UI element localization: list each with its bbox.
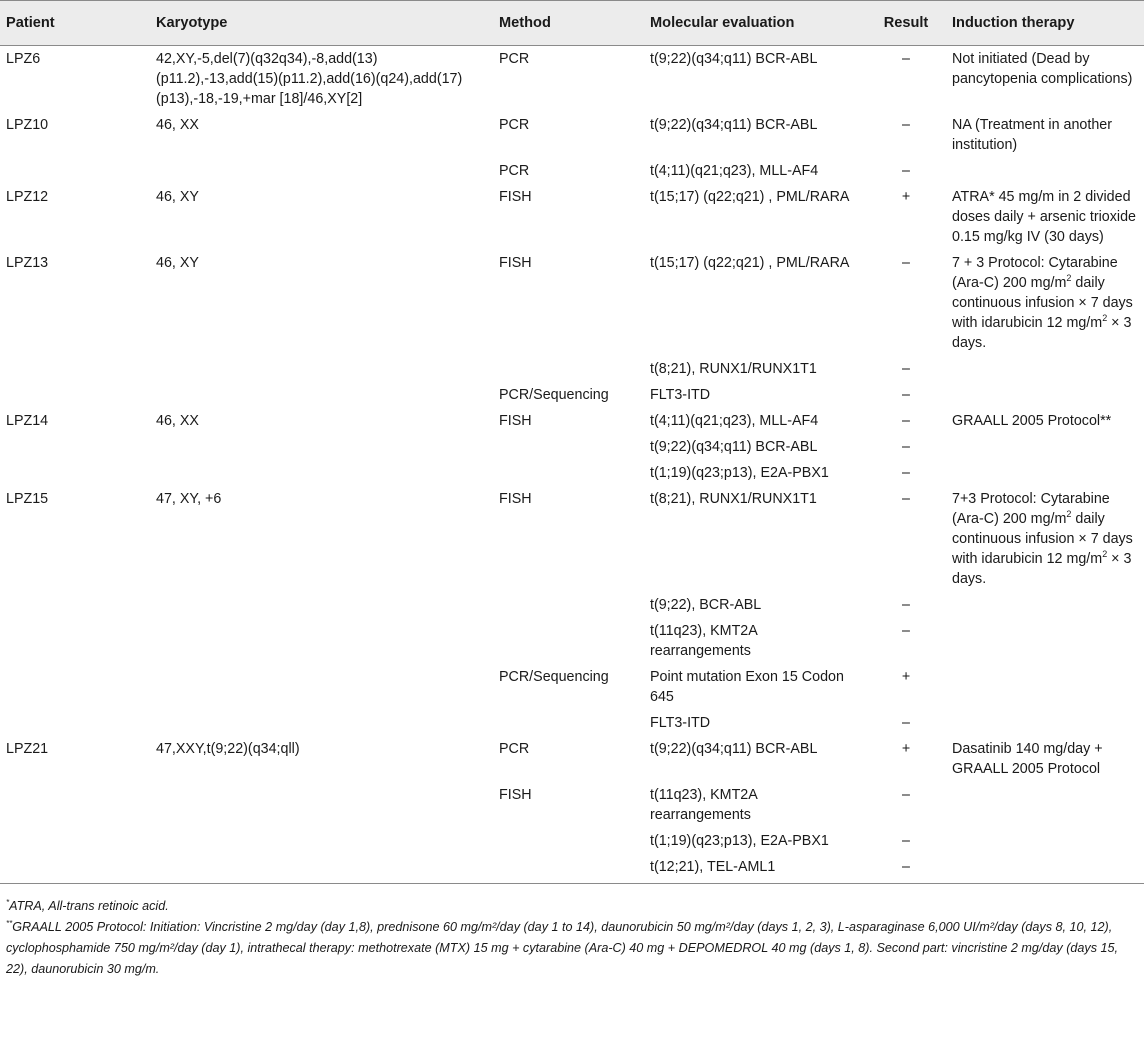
cell-karyotype bbox=[150, 710, 493, 736]
cell-induction-therapy bbox=[946, 250, 1144, 356]
cell-method: FISH bbox=[499, 189, 532, 205]
cell-result: – bbox=[902, 465, 910, 481]
text-part: daily continuous infusion × 7 days with idarubicin 12 mg/m bbox=[952, 511, 1133, 567]
text-part: daily continuous infusion × 7 days with idarubicin 12 mg/m bbox=[952, 275, 1133, 331]
cell-molecular-evaluation: t(9;22)(q34;q11) BCR-ABL bbox=[650, 117, 818, 133]
cell-molecular-evaluation: t(15;17) (q22;q21) , PML/RARA bbox=[650, 189, 850, 205]
cell-karyotype bbox=[150, 828, 493, 854]
cell-molecular-evaluation: FLT3-ITD bbox=[650, 715, 711, 731]
superscript: 2 bbox=[1102, 313, 1108, 324]
cell-result: + bbox=[901, 669, 911, 685]
cell-molecular-evaluation: t(4;11)(q21;q23), MLL-AF4 bbox=[650, 413, 819, 429]
cell-induction-therapy bbox=[946, 828, 1144, 854]
cell-karyotype: 46, XX bbox=[156, 413, 199, 429]
cell-result: – bbox=[902, 163, 910, 179]
table-row bbox=[0, 184, 1144, 250]
cell-patient: LPZ14 bbox=[6, 413, 49, 429]
cell-result: – bbox=[902, 51, 910, 67]
cell-patient bbox=[0, 158, 150, 184]
cell-karyotype: 46, XY bbox=[156, 189, 199, 205]
text-part: × 3 days. bbox=[952, 315, 1132, 351]
cell-patient bbox=[0, 382, 150, 408]
cell-induction-therapy bbox=[946, 592, 1144, 618]
table-row bbox=[0, 356, 1144, 382]
cell-method: PCR bbox=[499, 51, 530, 67]
cell-induction-therapy: Not initiated (Dead by pancytopenia complications) bbox=[952, 51, 1133, 87]
cell-result: – bbox=[902, 491, 910, 507]
cell-method: PCR bbox=[499, 163, 530, 179]
cell-patient bbox=[0, 460, 150, 486]
table-row bbox=[0, 736, 1144, 782]
cell-patient: LPZ10 bbox=[6, 117, 49, 133]
table-row bbox=[0, 408, 1144, 434]
header-molecular-evaluation: Molecular evaluation bbox=[644, 1, 866, 46]
cell-result: – bbox=[902, 413, 910, 429]
superscript: 2 bbox=[1066, 509, 1072, 520]
cell-result: + bbox=[901, 741, 911, 757]
cell-karyotype bbox=[150, 782, 493, 828]
cell-result: – bbox=[902, 833, 910, 849]
cell-karyotype: 47, XY, +6 bbox=[156, 491, 222, 507]
footnote-1 bbox=[0, 896, 1146, 917]
cell-induction-therapy bbox=[946, 618, 1144, 664]
cell-molecular-evaluation: t(8;21), RUNX1/RUNX1T1 bbox=[650, 361, 817, 377]
cell-patient bbox=[0, 854, 150, 884]
header-patient: Patient bbox=[0, 1, 150, 46]
cell-molecular-evaluation: t(8;21), RUNX1/RUNX1T1 bbox=[650, 491, 817, 507]
cell-karyotype bbox=[150, 592, 493, 618]
cell-method bbox=[493, 618, 644, 664]
cell-karyotype: 46, XY bbox=[156, 255, 199, 271]
cell-result: – bbox=[902, 361, 910, 377]
cell-molecular-evaluation: t(15;17) (q22;q21) , PML/RARA bbox=[650, 255, 850, 271]
cell-molecular-evaluation: FLT3-ITD bbox=[650, 387, 711, 403]
header-result: Result bbox=[866, 1, 946, 46]
cell-molecular-evaluation: t(11q23), KMT2A rearrangements bbox=[650, 787, 758, 823]
table-row bbox=[0, 854, 1144, 884]
cell-karyotype bbox=[150, 664, 493, 710]
cell-karyotype: 42,XY,-5,del(7)(q32q34),-8,add(13)(p11.2),-13,add(15)(p11.2),add(16)(q24),add(17)(p13),-18,-19,+mar [18]/46,XY[2] bbox=[156, 51, 463, 107]
cell-molecular-evaluation: t(4;11)(q21;q23), MLL-AF4 bbox=[650, 163, 819, 179]
cell-karyotype: 47,XXY,t(9;22)(q34;qll) bbox=[156, 741, 300, 757]
cell-patient: LPZ21 bbox=[6, 741, 49, 757]
table-row bbox=[0, 828, 1144, 854]
cell-result: – bbox=[902, 117, 910, 133]
cell-induction-therapy: GRAALL 2005 Protocol** bbox=[952, 413, 1112, 429]
text-part: 7 + 3 Protocol: Cytarabine (Ara-C) 200 mg/m bbox=[952, 255, 1118, 291]
cell-method bbox=[493, 434, 644, 460]
cell-molecular-evaluation: t(9;22)(q34;q11) BCR-ABL bbox=[650, 741, 818, 757]
footnote-1-text: ATRA, All-trans retinoic acid. bbox=[9, 899, 169, 913]
table-row bbox=[0, 112, 1144, 158]
cell-result: – bbox=[902, 255, 910, 271]
table-row bbox=[0, 460, 1144, 486]
cell-patient bbox=[0, 828, 150, 854]
cell-result: – bbox=[902, 387, 910, 403]
cell-patient bbox=[0, 618, 150, 664]
cell-patient bbox=[0, 434, 150, 460]
cell-molecular-evaluation: t(9;22), BCR-ABL bbox=[650, 597, 762, 613]
cell-induction-therapy bbox=[946, 158, 1144, 184]
cell-karyotype bbox=[150, 158, 493, 184]
superscript: 2 bbox=[1102, 549, 1108, 560]
table-row bbox=[0, 710, 1144, 736]
cell-method bbox=[493, 460, 644, 486]
footnote-1-mark: * bbox=[6, 897, 10, 907]
table-row bbox=[0, 382, 1144, 408]
cell-induction-therapy bbox=[946, 434, 1144, 460]
cell-method: FISH bbox=[499, 787, 532, 803]
cell-method: FISH bbox=[499, 491, 532, 507]
cell-patient bbox=[0, 664, 150, 710]
cell-result: – bbox=[902, 715, 910, 731]
table-row bbox=[0, 46, 1144, 113]
cell-method bbox=[493, 828, 644, 854]
cell-molecular-evaluation: t(9;22)(q34;q11) BCR-ABL bbox=[650, 439, 818, 455]
cell-method bbox=[493, 592, 644, 618]
cell-method bbox=[493, 710, 644, 736]
cell-karyotype bbox=[150, 382, 493, 408]
table-row bbox=[0, 782, 1144, 828]
cell-molecular-evaluation: t(1;19)(q23;p13), E2A-PBX1 bbox=[650, 833, 829, 849]
cell-method: PCR bbox=[499, 741, 530, 757]
cell-karyotype bbox=[150, 618, 493, 664]
table-row bbox=[0, 486, 1144, 592]
cell-molecular-evaluation: t(1;19)(q23;p13), E2A-PBX1 bbox=[650, 465, 829, 481]
table-row bbox=[0, 158, 1144, 184]
header-induction-therapy: Induction therapy bbox=[946, 1, 1144, 46]
cell-induction-therapy: Dasatinib 140 mg/day + GRAALL 2005 Protocol bbox=[952, 741, 1103, 777]
cell-karyotype bbox=[150, 460, 493, 486]
table-row bbox=[0, 592, 1144, 618]
cell-induction-therapy bbox=[946, 460, 1144, 486]
cell-method bbox=[493, 356, 644, 382]
footnote-2-mark: ** bbox=[6, 918, 13, 928]
cell-molecular-evaluation: t(9;22)(q34;q11) BCR-ABL bbox=[650, 51, 818, 67]
cell-karyotype: 46, XX bbox=[156, 117, 199, 133]
table-header bbox=[0, 1, 1144, 46]
footnote-2-text: GRAALL 2005 Protocol: Initiation: Vincristine 2 mg/day (day 1,8), prednisone 60 mg/m²/day (day 1 to 14), daunorubicin 50 mg/m²/day (days 1, 2, 3), L-asparaginase 6,000 UI/m²/day (days 8, 10, 12), cyclophosphamide 750 mg/m²/day (day 1), intrathecal therapy: methotrexate (MTX) 15 mg + cytarabine (Ara-C) 40 mg + DEPOMEDROL 40 mg (days 1, 8). Second part: vincristine 2 mg/day (days 15, 22), daunorubicin 30 mg/m. bbox=[6, 920, 1118, 976]
cell-result: – bbox=[866, 854, 946, 884]
superscript: 2 bbox=[1066, 273, 1072, 284]
cell-induction-therapy: ATRA* 45 mg/m in 2 divided doses daily + arsenic trioxide 0.15 mg/kg IV (30 days) bbox=[952, 189, 1136, 245]
cell-induction-therapy bbox=[946, 854, 1144, 884]
cell-method: PCR/Sequencing bbox=[499, 669, 609, 685]
cell-patient: LPZ15 bbox=[6, 491, 49, 507]
table-row bbox=[0, 664, 1144, 710]
header-row bbox=[0, 1, 1144, 46]
cell-method: PCR/Sequencing bbox=[499, 387, 609, 403]
cell-molecular-evaluation: t(11q23), KMT2A rearrangements bbox=[650, 623, 758, 659]
text-part: × 3 days. bbox=[952, 551, 1132, 587]
cell-karyotype bbox=[150, 854, 493, 884]
cell-patient bbox=[0, 782, 150, 828]
header-karyotype: Karyotype bbox=[150, 1, 493, 46]
cell-patient bbox=[0, 592, 150, 618]
table-row bbox=[0, 250, 1144, 356]
table-row bbox=[0, 618, 1144, 664]
cell-method: FISH bbox=[499, 413, 532, 429]
cell-karyotype bbox=[150, 434, 493, 460]
cell-induction-therapy bbox=[946, 710, 1144, 736]
cell-karyotype bbox=[150, 356, 493, 382]
cell-method bbox=[493, 854, 644, 884]
cell-patient: LPZ12 bbox=[6, 189, 49, 205]
cell-method: FISH bbox=[499, 255, 532, 271]
cell-induction-therapy bbox=[946, 356, 1144, 382]
cell-molecular-evaluation: t(12;21), TEL-AML1 bbox=[644, 854, 866, 884]
cell-induction-therapy bbox=[946, 382, 1144, 408]
cell-patient: LPZ13 bbox=[6, 255, 49, 271]
cell-molecular-evaluation: Point mutation Exon 15 Codon 645 bbox=[650, 669, 844, 705]
cell-method: PCR bbox=[499, 117, 530, 133]
cell-result: – bbox=[902, 597, 910, 613]
cell-result: – bbox=[902, 787, 910, 803]
footnote-2 bbox=[0, 917, 1146, 980]
cell-result: + bbox=[901, 189, 911, 205]
cell-induction-therapy bbox=[946, 664, 1144, 710]
cell-patient bbox=[0, 356, 150, 382]
table-body bbox=[0, 46, 1144, 884]
cell-induction-therapy bbox=[946, 782, 1144, 828]
header-method: Method bbox=[493, 1, 644, 46]
text-part: 7+3 Protocol: Cytarabine (Ara-C) 200 mg/m bbox=[952, 491, 1110, 527]
cell-patient: LPZ6 bbox=[6, 51, 41, 67]
cell-induction-therapy: NA (Treatment in another institution) bbox=[952, 117, 1112, 153]
cell-result: – bbox=[902, 623, 910, 639]
cell-result: – bbox=[902, 439, 910, 455]
cell-patient bbox=[0, 710, 150, 736]
table-row bbox=[0, 434, 1144, 460]
cell-induction-therapy bbox=[946, 486, 1144, 592]
